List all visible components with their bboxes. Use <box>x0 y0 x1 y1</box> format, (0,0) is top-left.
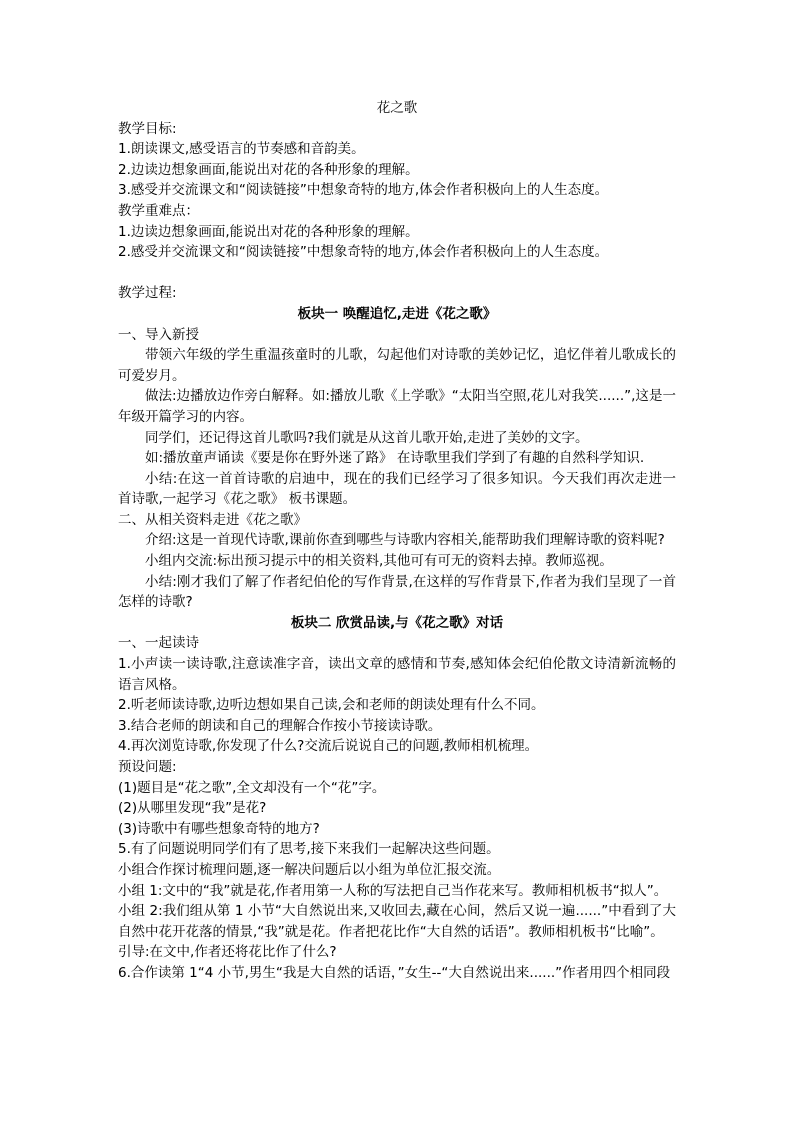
goal-item: 1.朗读课文,感受语言的节奏感和音韵美。 <box>118 141 365 158</box>
blank-line <box>118 263 676 284</box>
question-item: (2)从哪里发现“我”是花? <box>118 800 267 817</box>
section2-subheading: 一、一起读诗 <box>118 635 199 652</box>
step-item: 小组合作探讨梳理问题,逐一解决问题后以小组为单位汇报交流。 <box>118 861 501 878</box>
goal-item: 2.边读边想象画面,能说出对花的各种形象的理解。 <box>118 161 419 178</box>
section1-paragraph: 小结:刚才我们了解了作者纪伯伦的写作背景,在这样的写作背景下,作者为我们呈现了一首怎样的诗歌? <box>118 573 676 611</box>
step-item: 6.合作读第 1“4 小节,男生“我是大自然的话语，”女生--“大自然说出来......”作者用四个相同段 <box>118 964 671 981</box>
section1-paragraph: 如:播放童声诵读《要是你在野外迷了路》 在诗歌里我们学到了有趣的自然科学知识. <box>145 450 645 467</box>
goals-heading: 教学目标: <box>118 120 177 137</box>
section1-subheading-2: 二、从相关资料走进《花之歌》 <box>118 511 307 528</box>
preset-questions-heading: 预设问题: <box>118 759 177 775</box>
section1-paragraph: 带领六年级的学生重温孩童时的儿歌，勾起他们对诗歌的美妙记忆，追忆伴着儿歌成长的可爱岁月。 <box>118 347 676 384</box>
section1-paragraph: 小组内交流:标出预习提示中的相关资料,其他可有可无的资料去掉。教师巡视。 <box>145 553 613 570</box>
question-item: (1)题目是“花之歌”,全文却没有一个“花”字。 <box>118 779 386 796</box>
question-item: (3)诗歌中有哪些想象奇特的地方? <box>118 820 320 837</box>
guide-text: 引导:在文中,作者还将花比作了什么? <box>118 944 337 961</box>
section1-subheading-1: 一、导入新授 <box>118 326 199 343</box>
key-points-heading: 教学重难点： <box>118 202 199 219</box>
document-title: 花之歌 <box>376 100 418 116</box>
goal-item: 3.感受并交流课文和“阅读链接”中想象奇特的地方,体会作者积极向上的人生态度。 <box>118 182 609 199</box>
step-item: 5.有了问题说明同学们有了思考,接下来我们一起解决这些问题。 <box>118 841 500 858</box>
process-heading: 教学过程: <box>118 285 177 302</box>
step-item: 4.再次浏览诗歌,你发现了什么?交流后说说自己的问题,教师相机梳理。 <box>118 738 539 755</box>
section1-paragraph: 做法:边播放边作旁白解释。如:播放儿歌《上学歌》“太阳当空照,花儿对我笑......”,这是一年级开篇学习的内容。 <box>118 388 676 425</box>
key-point-item: 2.感受并交流课文和“阅读链接”中想象奇特的地方,体会作者积极向上的人生态度。 <box>118 244 609 261</box>
group-report: 小组 1:文中的“我”就是花,作者用第一人称的写法把自己当作花来写。教师相机板书“拟人”。 <box>118 882 668 899</box>
section1-paragraph: 介绍:这是一首现代诗歌,课前你查到哪些与诗歌内容相关,能帮助我们理解诗歌的资料呢? <box>145 532 665 549</box>
document-page <box>118 98 676 984</box>
step-item: 1.小声读一读诗歌,注意读准字音，读出文章的感情和节奏,感知体会纪伯伦散文诗清新流畅的语言风格。 <box>118 656 676 693</box>
key-point-item: 1.边读边想象画面,能说出对花的各种形象的理解。 <box>118 223 419 240</box>
section2-title: 板块二 欣赏品读,与《花之歌》对话 <box>290 614 504 631</box>
step-item: 2.听老师读诗歌,边听边想如果自己读,会和老师的朗读处理有什么不同。 <box>118 697 545 714</box>
section1-title: 板块一 唤醒追忆,走进《花之歌》 <box>297 305 497 322</box>
group-report: 小组 2:我们组从第 1 小节“大自然说出来,又收回去,藏在心间，然后又说一遍......”中看到了大自然中花开花落的情景,“我”就是花。作者把花比作“大自然的话语”。教师相机板书“比喻”。 <box>118 903 676 940</box>
section1-paragraph: 小结:在这一首首诗歌的启迪中，现在的我们已经学习了很多知识。今天我们再次走进一首诗歌,一起学习《花之歌》 板书课题。 <box>118 470 676 508</box>
section1-paragraph: 同学们，还记得这首儿歌吗?我们就是从这首儿歌开始,走进了美妙的文字。 <box>145 429 589 446</box>
step-item: 3.结合老师的朗读和自己的理解合作按小节接读诗歌。 <box>118 717 442 734</box>
